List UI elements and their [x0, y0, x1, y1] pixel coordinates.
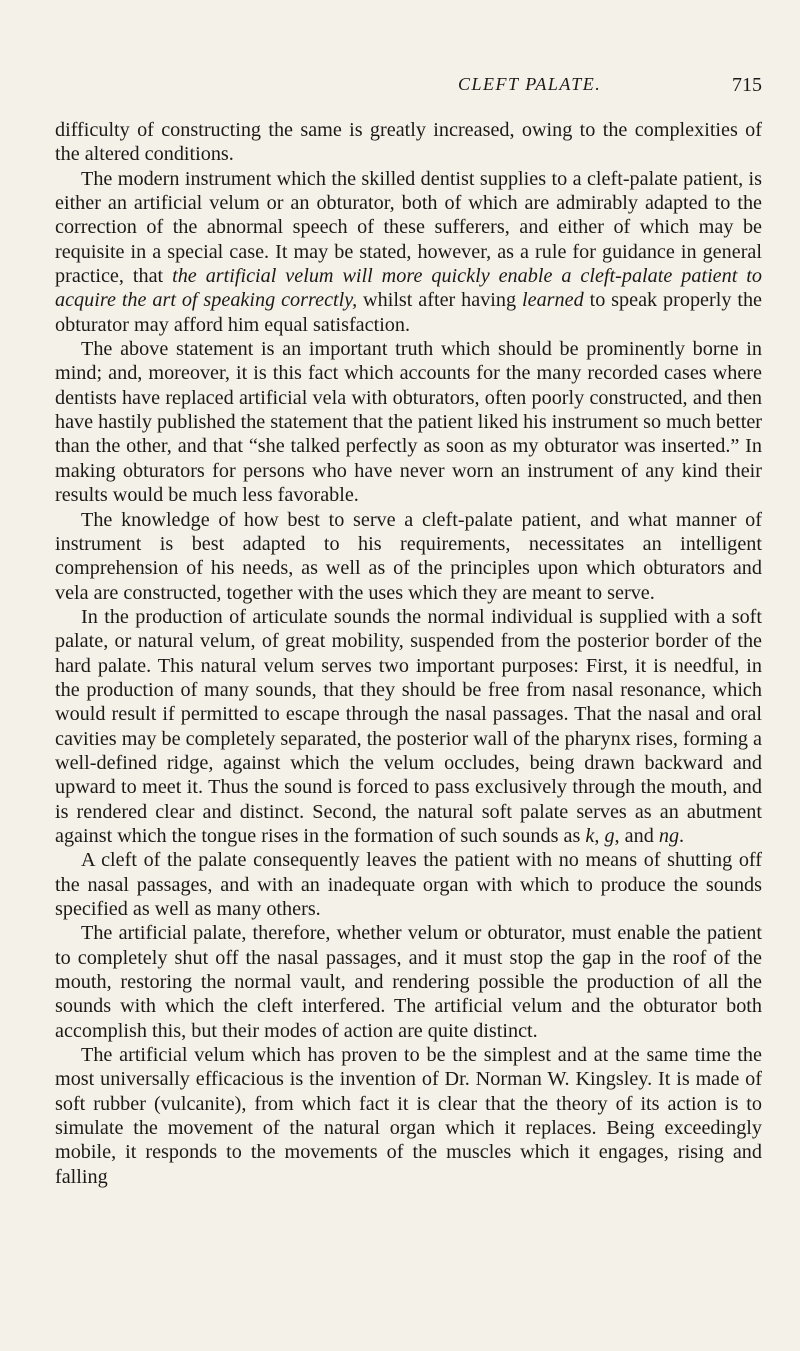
- paragraph-text: , and: [614, 824, 659, 847]
- paragraph: [55, 1043, 762, 1189]
- paragraph: [55, 337, 762, 507]
- body-text: [55, 118, 762, 1189]
- paragraph-text: to speak properly the obturator may afford him equal satisfaction.: [55, 289, 762, 336]
- italic-text: k: [585, 824, 595, 847]
- page-number: 715: [732, 74, 762, 96]
- italic-text: ng: [658, 824, 680, 847]
- paragraph-text: The knowledge of how best to serve a cleft-palate patient, and what manner of instrument is best adapted to his requirements, necessitates an intelligent comprehension of his needs, as well as of the principles upon which obturators and vela are constructed, together with the uses which they are meant to serve.: [55, 508, 762, 604]
- paragraph: [55, 848, 762, 921]
- italic-text: the artificial velum will more quickly enable a cleft-palate patient to acquire the art of speaking correctly,: [55, 265, 762, 312]
- running-title: CLEFT PALATE.: [458, 74, 602, 94]
- paragraph-text: ,: [594, 824, 605, 847]
- italic-text: g: [604, 824, 615, 847]
- paragraph-text: whilst after having: [357, 289, 523, 312]
- paragraph: [55, 921, 762, 1043]
- paragraph-text: The modern instrument which the skilled dentist supplies to a cleft-palate patient, is either an artificial velum or an obturator, both of which are admirably adapted to the correction of the abnormal speech of these sufferers, and either of which may be requisite in a special case. It may be stated, however, as a rule for guidance in general practice, that: [55, 167, 762, 288]
- paragraph-text: .: [679, 824, 685, 847]
- paragraph: [55, 508, 762, 605]
- paragraph: [55, 118, 762, 167]
- paragraph-text: The artificial velum which has proven to be the simplest and at the same time the most universally efficacious is the invention of Dr. Norman W. Kingsley. It is made of soft rubber (vulcanite), from which fact it is clear that the theory of its action is to simulate the movement of the natural organ which it replaces. Being exceedingly mobile, it responds to the movements of the muscles which it engages, rising and falling: [55, 1044, 762, 1188]
- paragraph-text: The above statement is an important truth which should be prominently borne in mind; and, moreover, it is this fact which accounts for the many recorded cases where dentists have replaced artificial vela with obturators, often poorly constructed, and then have hastily published the statement that the patient liked his instrument so much better than the other, and that “she talked perfectly as soon as my obturator was inserted.” In making obturators for persons who have never worn an instrument of any kind their results would be much less favorable.: [55, 338, 762, 507]
- paragraph-text: difficulty of constructing the same is greatly increased, owing to the complexities of the altered conditions.: [55, 119, 762, 166]
- paragraph-text: The artificial palate, therefore, whether velum or obturator, must enable the patient to completely shut off the nasal passages, and it must stop the gap in the roof of the mouth, restoring the normal vault, and rendering possible the production of all the sounds with which the cleft interfered. The artificial velum and the obturator both accomplish this, but their modes of action are quite distinct.: [55, 922, 762, 1042]
- italic-text: learned: [522, 289, 584, 312]
- running-head: [88, 74, 762, 98]
- paragraph: [55, 167, 762, 337]
- paragraph-text: A cleft of the palate consequently leaves the patient with no means of shutting off the nasal passages, and with an inadequate organ with which to produce the sounds specified as well as many others.: [55, 849, 762, 920]
- paragraph-text: In the production of articulate sounds the normal individual is supplied with a soft palate, or natural velum, of great mobility, suspended from the posterior border of the hard palate. This natural velum serves two important purposes: First, it is needful, in the production of many sounds, that they should be free from nasal resonance, which would result if permitted to escape through the nasal passages. That the nasal and oral cavities may be completely separated, the posterior wall of the pharynx rises, forming a well-defined ridge, against which the velum occludes, being drawn backward and upward to meet it. Thus the sound is forced to pass exclusively through the mouth, and is rendered clear and distinct. Second, the natural soft palate serves as an abutment against which the tongue rises in the formation of such sounds as: [55, 605, 762, 847]
- paragraph: [55, 605, 762, 848]
